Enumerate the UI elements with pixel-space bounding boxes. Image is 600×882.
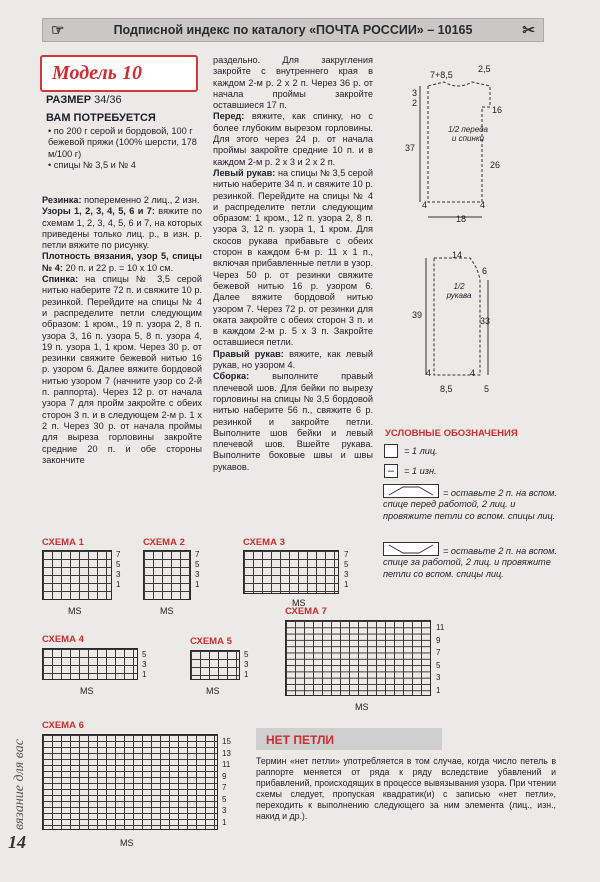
need-title: ВАМ ПОТРЕБУЕТСЯ: [46, 112, 156, 124]
magazine-name: вязание для вас: [12, 739, 27, 830]
scheme-7-grid: [285, 620, 431, 696]
need-item: • по 200 г серой и бордовой, 100 г бежевой пряжи (100% шерсти, 178 м/100 г): [48, 126, 197, 159]
dim-label: 5: [484, 384, 490, 394]
ms-label: MS: [355, 702, 369, 712]
dim-label: 3: [412, 88, 418, 98]
ms-label: MS: [80, 686, 94, 696]
scheme-title: СХЕМА 2: [143, 537, 185, 548]
scheme-rows: 5 3 1: [244, 650, 249, 679]
legend-title: УСЛОВНЫЕ ОБОЗНАЧЕНИЯ: [385, 428, 518, 439]
dim-label: 4: [470, 368, 476, 378]
scissors-icon: ✂: [522, 22, 535, 39]
dim-label: 8,5: [440, 384, 453, 394]
dim-label: 16: [492, 105, 503, 115]
scheme-rows: 11 9 7 5 3 1: [436, 623, 445, 695]
scheme-title: СХЕМА 4: [42, 634, 84, 645]
paragraph: Сборка: выполните правый плечевой шов. Для бейки по вырезу горловины на спицы № 3,5 бордовой нитью наберите 56 п., свяжите 6 р. резинкой и закройте петли. Выполните шов бейки и левый плечевой шов. Вшейте рукава. Выполните боковые швы и швы рукавов.: [213, 371, 373, 472]
paragraph: Правый рукав: вяжите, как левый рукав, но узором 4.: [213, 348, 373, 371]
dim-label: 14: [452, 250, 463, 260]
paragraph: раздельно. Для закругления закройте с внутреннего края в каждом 2-м р. 2 х 2 п. Через 36 р. от начала проймы закройте оставшиеся 17 п.: [213, 55, 373, 111]
knit-symbol: [384, 444, 398, 458]
scheme-5-grid: [190, 650, 240, 680]
need-item: • спицы № 3,5 и № 4: [48, 159, 136, 170]
dim-label: 26: [490, 160, 501, 170]
scheme-rows: 7 5 3 1: [116, 550, 121, 589]
diagram-label: 1/2 переда и спинки: [448, 125, 488, 143]
ms-label: MS: [160, 606, 174, 616]
back-front-diagram: [400, 62, 520, 232]
purl-symbol: –: [384, 464, 398, 478]
scheme-3-grid: [243, 550, 339, 594]
scheme-4-grid: [42, 648, 138, 680]
net-petli-title: НЕТ ПЕТЛИ: [266, 733, 335, 747]
paragraph: Левый рукав: на спицы № 3,5 серой нитью наберите 34 п. и свяжите 10 р. резинкой. Перейдите на спицы № 4 и распределите петли следующим образом: 1 кром., 12 п. узора 2, 8 п. узора 3, 12 п. узора 1, 1 кром. Для скосов рукава прибавьте с обеих сторон в каждом 6-м р. 11 х 1 п., включая прибавленные петли в узор. Через 50 р. от резинки свяжите бежевой нитью 16 р. узором 6. Далее вяжите бордовой нитью узором 7. Через 72 р. от резинки для оката закройте с обеих сторон 3 п. и в каждом 2-м р. 5 х 3 п. Закройте оставшиеся петли.: [213, 167, 373, 348]
need-list: [48, 126, 200, 171]
paragraph: Плотность вязания, узор 5, спицы № 4: 20 п. и 22 р. = 10 х 10 см.: [42, 251, 202, 273]
size-line: РАЗМЕР 34/36: [46, 94, 122, 106]
scheme-title: СХЕМА 3: [243, 537, 285, 548]
paragraph: Резинка: попеременно 2 лиц., 2 изн.: [42, 195, 200, 205]
dim-label: 18: [456, 214, 467, 224]
paragraph: Узоры 1, 2, 3, 4, 5, 6 и 7: вяжите по схемам 1, 2, 3, 4, 5, 6 и 7, на которых приведены только лиц. р., в изн. р. петли вяжите по рисунку.: [42, 206, 203, 251]
scheme-2-grid: [143, 550, 191, 600]
dim-label: 7+8,5: [430, 70, 453, 80]
scheme-rows: 7 5 3 1: [195, 550, 200, 589]
legend-text: = 1 лиц.: [404, 446, 438, 456]
scheme-title: СХЕМА 6: [42, 720, 84, 731]
ms-label: MS: [206, 686, 220, 696]
model-title: Модель 10: [52, 62, 142, 84]
paragraph: Спинка: на спицы № 3,5 серой нитью наберите 72 п. и свяжите 10 р. резинкой. Перейдите на спицы № 4 и распределите петли следующим образом: 1 кром., 19 п. узора 2, 8 п. узора 3, 16 п. узора 5, 8 п. узора 4, 19 п. узора 1, 1 кром. Через 30 р. от резинки свяжите бежевой нитью 16 р. узором 6. Далее вяжите бордовой нитью узором 7 (начните узор со 2-й п. раппорта). Через 12 р. от начала узора 7 для пройм закройте с обеих сторон 3 п. и в следующем 2-м р. 1 х 2 п. Через 30 р. от начала проймы для выреза горловины закройте средние 20 п. и обе стороны закончите: [42, 274, 202, 465]
dim-label: 2,5: [478, 64, 491, 74]
sleeve-diagram: [400, 240, 520, 400]
middle-column-text: [213, 55, 373, 473]
dim-label: 4: [480, 200, 486, 210]
ms-label: MS: [68, 606, 82, 616]
legend-text: = оставьте 2 п. на вспом. спице перед работой, 2 лиц. и провяжите петли со вспом. спицы лиц.: [383, 488, 557, 521]
catalog-header: ☞ Подписной индекс по каталогу «ПОЧТА РОССИИ» – 10165 ✂: [42, 18, 544, 42]
pointing-hand-icon: ☞: [51, 22, 65, 39]
scheme-rows: 15 13 11 9 7 5 3 1: [222, 737, 231, 827]
model-title-box: [40, 55, 198, 92]
diagram-label: 1/2 рукава: [446, 282, 472, 300]
scheme-title: СХЕМА 1: [42, 537, 84, 548]
ms-label: MS: [292, 598, 306, 608]
dim-label: 6: [482, 266, 488, 276]
dim-label: 4: [422, 200, 428, 210]
scheme-title: СХЕМА 7: [285, 606, 327, 617]
sleeve-outline: [434, 258, 480, 375]
paragraph: Перед: вяжите, как спинку, но с более глубоким вырезом горловины. Для этого через 24 р. от начала проймы закройте средние 10 п. и в каждом 2-м р. 2 х 3 и 2 х 2 п.: [213, 111, 373, 167]
dim-label: 2: [412, 98, 418, 108]
dim-label: 33: [480, 316, 491, 326]
scheme-1-grid: [42, 550, 112, 600]
net-petli-text: Термин «нет петли» употребляется в том случае, когда число петель в раппорте меняется от ряда к ряду вследствие убавлений и прибавлений, происходящих в процессе вывязывания узора. При чтении схемы следует, пропуская квадратик(и) с записью «нет петли», переходить к выполнению следующего за ним элемента (лиц., изн., накид и др.).: [256, 756, 556, 821]
scheme-title: СХЕМА 5: [190, 636, 232, 647]
legend-text: = оставьте 2 п. на вспом. спице за работой, 2 лиц. и провяжите петли со вспом. спицы лиц.: [383, 546, 557, 579]
page-number: 14: [8, 832, 26, 852]
dim-label: 39: [412, 310, 423, 320]
dim-label: 4: [426, 368, 432, 378]
dim-label: 37: [405, 143, 416, 153]
legend-text: = 1 изн.: [404, 466, 437, 476]
left-column-text: [42, 195, 202, 466]
scheme-rows: 5 3 1: [142, 650, 147, 679]
scheme-6-grid: [42, 734, 218, 830]
scheme-rows: 7 5 3 1: [344, 550, 349, 589]
ms-label: MS: [120, 838, 134, 848]
